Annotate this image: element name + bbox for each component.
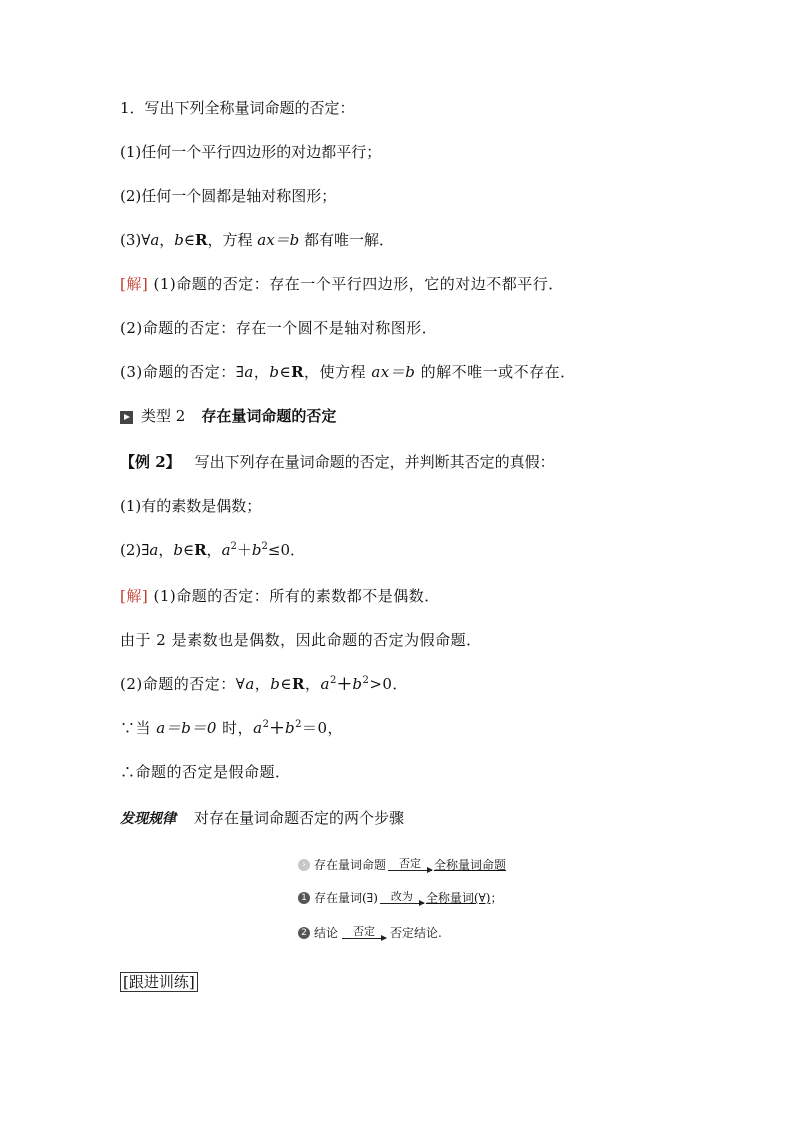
example-text: 写出下列存在量词命题的否定，并判断其否定的真假： — [194, 453, 555, 471]
equation: ax＝b — [257, 231, 300, 249]
section-heading — [120, 406, 336, 428]
text: ∈ — [183, 231, 195, 249]
var-b: b — [174, 231, 184, 249]
flow-left: 存在量词(∃) — [314, 891, 378, 905]
set-r: R — [292, 675, 305, 693]
text: 的解不唯一或不存在． — [415, 363, 576, 381]
var-a: a — [221, 541, 231, 559]
arrow-right-icon — [380, 891, 424, 904]
q1-title: 1．写出下列全称量词命题的否定： — [120, 99, 355, 117]
flow-right: 全称量词命题 — [434, 858, 507, 872]
text: ∵当 — [120, 719, 157, 737]
var-a: a — [245, 675, 255, 693]
var-b: b — [173, 541, 183, 559]
flow-right: 全称量词(∀) — [425, 891, 491, 905]
section-title: 存在量词命题的否定 — [201, 407, 337, 425]
numbered-bullet-icon: 2 — [298, 927, 310, 939]
practice-tag: [跟进训练] — [120, 972, 198, 992]
sol2-line-2: 由于 2 是素数也是偶数，因此命题的否定为假命题． — [120, 631, 482, 649]
arrow-label: 否定 — [353, 925, 376, 938]
solution-tag: [解] — [120, 275, 149, 293]
sol2-line-3: (2)命题的否定：∀a，b∈R，$a^2+b^2>0$． — [120, 675, 408, 693]
text: (3)命题的否定：∃ — [120, 363, 245, 381]
text: (2)∃ — [120, 541, 150, 559]
text: ， — [159, 231, 175, 249]
var-a: a — [149, 541, 159, 559]
flow-left: 结论 — [314, 926, 339, 940]
section-label: 类型 2 — [141, 407, 186, 425]
circle-bullet-icon: › — [298, 859, 310, 871]
text: 时， — [216, 719, 254, 737]
var-a: a — [150, 231, 160, 249]
practice-label — [120, 972, 198, 992]
text: ，使方程 — [304, 363, 372, 381]
arrow-label: 改为 — [390, 890, 413, 903]
text: (1)命题的否定：存在一个平行四边形，它的对边不都平行． — [148, 275, 564, 293]
play-triangle-icon — [120, 411, 133, 424]
flow-right: 否定结论. — [390, 926, 442, 940]
set-r: R — [195, 231, 208, 249]
var-b: b — [270, 675, 281, 693]
text: ，方程 — [207, 231, 258, 249]
arrow-label: 否定 — [399, 857, 422, 870]
example-2 — [120, 452, 555, 472]
q1-item-2: (2)任何一个圆都是轴对称图形； — [120, 187, 337, 205]
arrow-right-icon — [342, 926, 386, 939]
sol2-line-5: ∴命题的否定是假命题． — [120, 763, 291, 781]
text: ≤0． — [267, 541, 306, 559]
equation: ax＝b — [371, 363, 416, 381]
var-b: b — [251, 541, 262, 559]
text: 都有唯一解． — [299, 231, 395, 249]
sol1-line-1 — [120, 274, 564, 294]
q1-item-3 — [120, 230, 394, 250]
rule-text: 对存在量词命题否定的两个步骤 — [194, 809, 405, 827]
sol1-line-2: (2)命题的否定：存在一个圆不是轴对称图形． — [120, 319, 438, 337]
flow-row-1 — [298, 856, 506, 873]
rule-heading — [120, 808, 404, 829]
set-r: R — [291, 363, 305, 381]
text: ＝0， — [301, 719, 344, 737]
var-a: a — [244, 363, 254, 381]
ex2-item-2: (2)∃a，b∈R，$a^2+b^2\le 0$． — [120, 541, 306, 559]
var-b: b — [269, 363, 280, 381]
ex2-item-1: (1)有的素数是偶数； — [120, 497, 262, 515]
text: (3)∀ — [120, 231, 151, 249]
numbered-bullet-icon: 1 — [298, 892, 310, 904]
example-tag: 【例 2】 — [120, 453, 181, 471]
sol2-line-4: ∵当 a＝b＝0 时，$a^2+b^2=0$， — [120, 719, 344, 737]
arrow-right-icon — [388, 858, 432, 871]
set-r: R — [194, 541, 207, 559]
flow-left: 存在量词命题 — [314, 858, 387, 872]
text: (1)命题的否定：所有的素数都不是偶数． — [148, 587, 440, 605]
sol1-line-3: (3)命题的否定：∃a，b∈R，使方程 ax＝b 的解不唯一或不存在． — [120, 363, 576, 381]
rule-label: 发现规律 — [120, 811, 176, 827]
flow-row-3 — [298, 924, 442, 941]
flow-row-2 — [298, 889, 503, 906]
text: ； — [490, 891, 503, 905]
solution-tag: [解] — [120, 587, 149, 605]
text: (2)命题的否定：∀ — [120, 675, 246, 693]
q1-item-1: (1)任何一个平行四边形的对边都平行； — [120, 143, 382, 161]
text: >0． — [369, 675, 408, 693]
sol2-line-1 — [120, 586, 440, 606]
condition: a＝b＝0 — [156, 719, 217, 737]
